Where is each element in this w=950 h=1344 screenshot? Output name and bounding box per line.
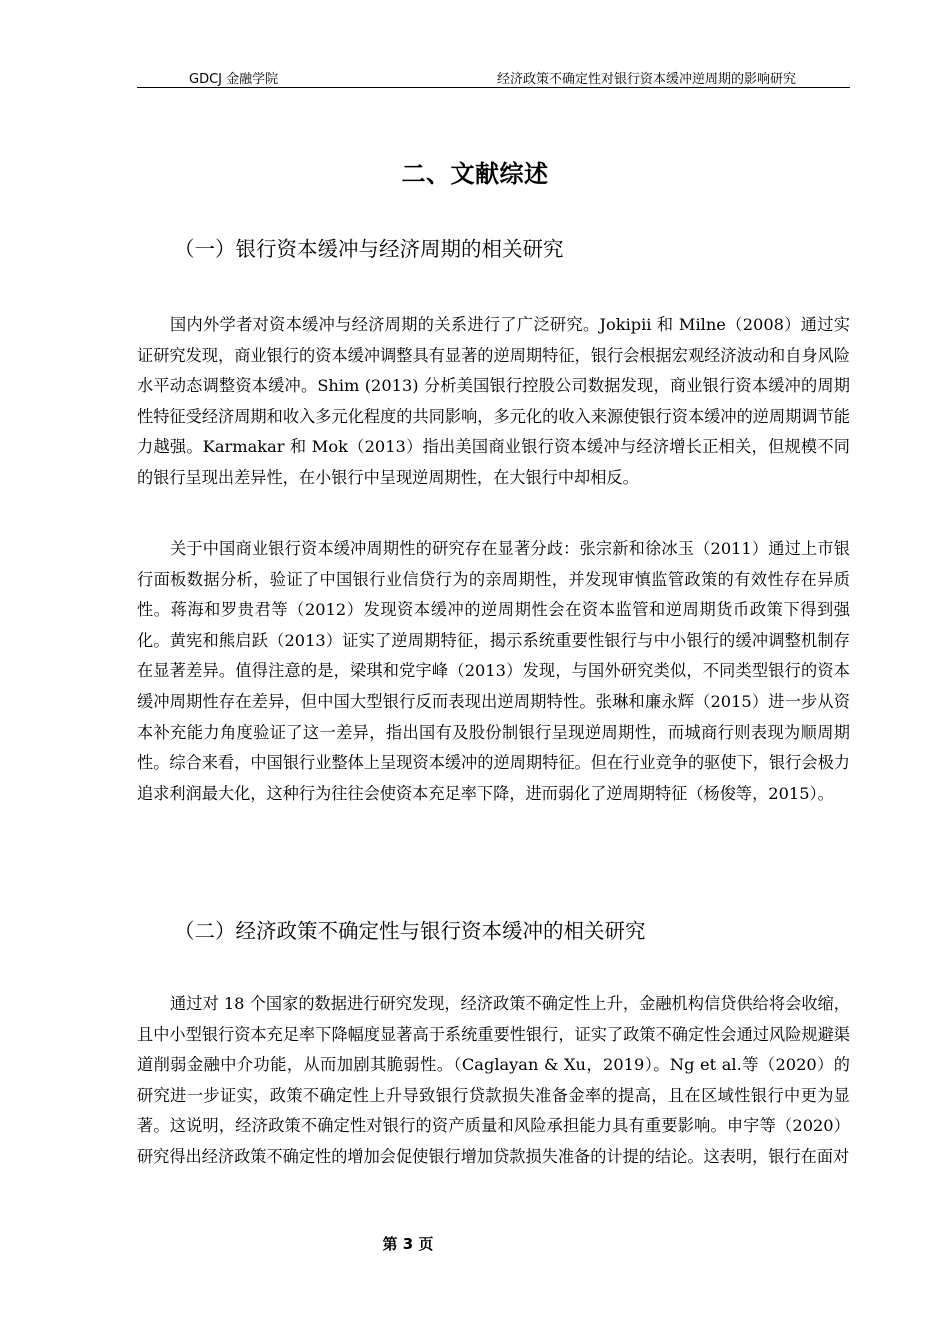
header-thesis-title: 经济政策不确定性对银行资本缓冲逆周期的影响研究	[496, 72, 796, 87]
section-title-1: （一）银行资本缓冲与经济周期的相关研究	[174, 237, 564, 261]
paragraph-1: 国内外学者对资本缓冲与经济周期的关系进行了广泛研究。Jokipii 和 Milne（2008）通过实证研究发现，商业银行的资本缓冲调整具有显著的逆周期特征，银行会根据宏观经济波动和自身风险水平动态调整资本缓冲。Shim (2013) 分析美国银行控股公司数据发现，商业银行资本缓冲的周期性特征受经济周期和收入多元化程度的共同影响，多元化的收入来源使银行资本缓冲的逆周期调节能力越强。Karmakar 和 Mok（2013）指出美国商业银行资本缓冲与经济增长正相关，但规模不同的银行呈现出差异性，在小银行中呈现逆周期性，在大银行中却相反。	[137, 315, 850, 487]
section-title-2: （二）经济政策不确定性与银行资本缓冲的相关研究	[174, 919, 646, 943]
header-institution: GDCJ 金融学院	[189, 72, 279, 87]
paragraph-2: 关于中国商业银行资本缓冲周期性的研究存在显著分歧：张宗新和徐冰玉（2011）通过上市银行面板数据分析，验证了中国银行业信贷行为的亲周期性，并发现审慎监管政策的有效性存在异质性。蒋海和罗贵君等（2012）发现资本缓冲的逆周期性会在资本监管和逆周期货币政策下得到强化。黄宪和熊启跃（2013）证实了逆周期特征，揭示系统重要性银行与中小银行的缓冲调整机制存在显著差异。值得注意的是，梁琪和党宇峰（2013）发现，与国外研究类似，不同类型银行的资本缓冲周期性存在差异，但中国大型银行反而表现出逆周期特性。张琳和廉永辉（2015）进一步从资本补充能力角度验证了这一差异，指出国有及股份制银行呈现逆周期性，而城商行则表现为顺周期性。综合来看，中国银行业整体上呈现资本缓冲的逆周期特征。但在行业竞争的驱使下，银行会极力追求利润最大化，这种行为往往会使资本充足率下降，进而弱化了逆周期特征（杨俊等，2015）。	[137, 539, 850, 803]
chapter-title: 二、文献综述	[401, 160, 549, 188]
page-header	[137, 66, 850, 88]
paragraph-3: 通过对 18 个国家的数据进行研究发现，经济政策不确定性上升，金融机构信贷供给将会收缩，且中小型银行资本充足率下降幅度显著高于系统重要性银行，证实了政策不确定性会通过风险规避渠道削弱金融中介功能，从而加剧其脆弱性。（Caglayan & Xu，2019）。Ng et al.等（2020）的研究进一步证实，政策不确定性上升导致银行贷款损失准备金率的提高，且在区域性银行中更为显著。这说明，经济政策不确定性对银行的资产质量和风险承担能力具有重要影响。申宇等（2020）研究得出经济政策不确定性的增加会促使银行增加贷款损失准备的计提的结论。这表明，银行在面对	[137, 994, 850, 1166]
page-number: 第 3 页	[382, 1235, 434, 1253]
